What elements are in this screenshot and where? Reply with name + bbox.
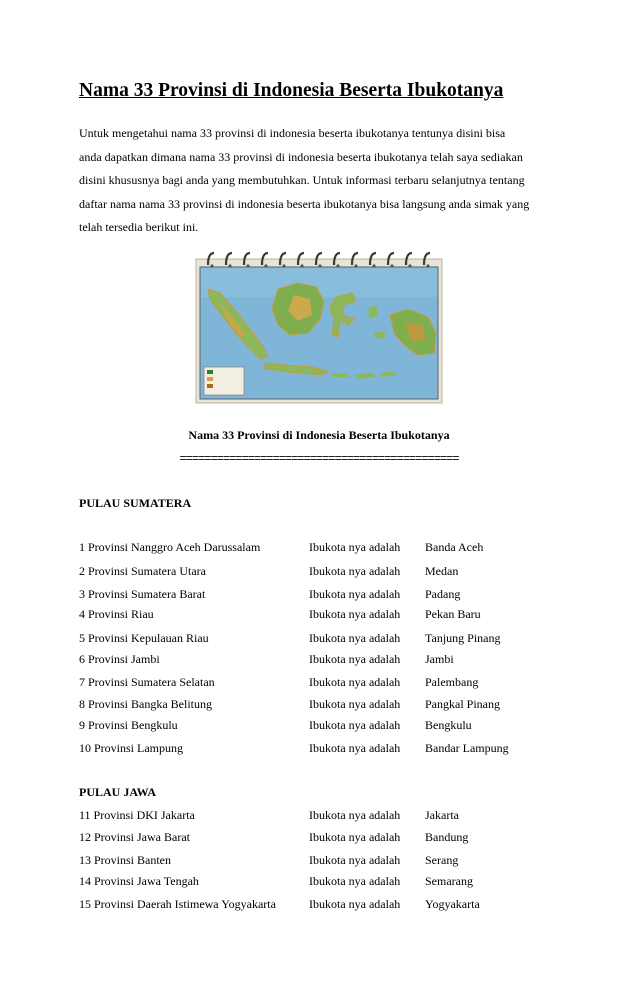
capital-name: Banda Aceh bbox=[425, 540, 484, 554]
table-row bbox=[79, 897, 579, 915]
table-row bbox=[79, 874, 579, 892]
province-name: 4 Provinsi Riau bbox=[79, 607, 154, 621]
island-heading-jawa: PULAU JAWA bbox=[79, 785, 157, 799]
province-name: 3 Provinsi Sumatera Barat bbox=[79, 587, 206, 601]
table-row bbox=[79, 631, 579, 649]
intro-line: telah tersedia berikut ini. bbox=[79, 220, 199, 235]
province-name: 8 Provinsi Bangka Belitung bbox=[79, 697, 212, 711]
island-heading-sumatera: PULAU SUMATERA bbox=[79, 496, 192, 510]
table-row bbox=[79, 587, 579, 605]
capital-name: Semarang bbox=[425, 874, 473, 888]
capital-name: Pangkal Pinang bbox=[425, 697, 500, 711]
connector-text: Ibukota nya adalah bbox=[309, 697, 401, 711]
capital-name: Tanjung Pinang bbox=[425, 631, 501, 645]
capital-name: Pekan Baru bbox=[425, 607, 481, 621]
capital-name: Medan bbox=[425, 564, 459, 578]
capital-name: Serang bbox=[425, 853, 459, 867]
table-row bbox=[79, 808, 579, 826]
connector-text: Ibukota nya adalah bbox=[309, 830, 401, 844]
table-row bbox=[79, 741, 579, 759]
province-name: 9 Provinsi Bengkulu bbox=[79, 718, 178, 732]
intro-line: daftar nama nama 33 provinsi di indonesia beserta ibukotanya bisa langsung anda simak yang bbox=[79, 196, 530, 211]
province-name: 12 Provinsi Jawa Barat bbox=[79, 830, 190, 844]
connector-text: Ibukota nya adalah bbox=[309, 675, 401, 689]
section-title: Nama 33 Provinsi di Indonesia Beserta Ibukotanya bbox=[188, 428, 450, 442]
connector-text: Ibukota nya adalah bbox=[309, 587, 401, 601]
intro-line: disini khususnya bagi anda yang membutuhkan. Untuk informasi terbaru selanjutnya tentang bbox=[79, 173, 525, 188]
capital-name: Jambi bbox=[425, 652, 454, 666]
province-name: 15 Provinsi Daerah Istimewa Yogyakarta bbox=[79, 897, 276, 911]
capital-name: Bengkulu bbox=[425, 718, 472, 732]
table-row bbox=[79, 540, 579, 558]
indonesia-map-image bbox=[190, 249, 446, 405]
connector-text: Ibukota nya adalah bbox=[309, 718, 401, 732]
connector-text: Ibukota nya adalah bbox=[309, 652, 401, 666]
province-name: 7 Provinsi Sumatera Selatan bbox=[79, 675, 215, 689]
province-name: 11 Provinsi DKI Jakarta bbox=[79, 808, 195, 822]
intro-line: anda dapatkan dimana nama 33 provinsi di indonesia beserta ibukotanya telah saya sediakan bbox=[79, 149, 523, 164]
connector-text: Ibukota nya adalah bbox=[309, 874, 401, 888]
connector-text: Ibukota nya adalah bbox=[309, 808, 401, 822]
page-title: Nama 33 Provinsi di Indonesia Beserta Ibukotanya bbox=[79, 80, 504, 101]
province-name: 14 Provinsi Jawa Tengah bbox=[79, 874, 199, 888]
divider: ============================================= bbox=[179, 452, 459, 466]
table-row bbox=[79, 697, 579, 715]
table-row bbox=[79, 652, 579, 670]
intro-paragraph bbox=[79, 122, 569, 240]
connector-text: Ibukota nya adalah bbox=[309, 741, 401, 755]
connector-text: Ibukota nya adalah bbox=[309, 607, 401, 621]
capital-name: Palembang bbox=[425, 675, 479, 689]
capital-name: Bandung bbox=[425, 830, 469, 844]
province-name: 6 Provinsi Jambi bbox=[79, 652, 160, 666]
table-row bbox=[79, 853, 579, 871]
table-row bbox=[79, 607, 579, 625]
table-row bbox=[79, 830, 579, 848]
connector-text: Ibukota nya adalah bbox=[309, 540, 401, 554]
province-name: 1 Provinsi Nanggro Aceh Darussalam bbox=[79, 540, 261, 554]
capital-name: Padang bbox=[425, 587, 461, 601]
connector-text: Ibukota nya adalah bbox=[309, 631, 401, 645]
connector-text: Ibukota nya adalah bbox=[309, 897, 401, 911]
province-name: 10 Provinsi Lampung bbox=[79, 741, 183, 755]
capital-name: Jakarta bbox=[425, 808, 459, 822]
table-row bbox=[79, 564, 579, 582]
intro-line: Untuk mengetahui nama 33 provinsi di indonesia beserta ibukotanya tentunya disini bisa bbox=[79, 126, 506, 140]
connector-text: Ibukota nya adalah bbox=[309, 853, 401, 867]
table-row bbox=[79, 675, 579, 693]
province-name: 13 Provinsi Banten bbox=[79, 853, 171, 867]
connector-text: Ibukota nya adalah bbox=[309, 564, 401, 578]
province-name: 5 Provinsi Kepulauan Riau bbox=[79, 631, 209, 645]
capital-name: Bandar Lampung bbox=[425, 741, 509, 755]
capital-name: Yogyakarta bbox=[425, 897, 480, 911]
province-name: 2 Provinsi Sumatera Utara bbox=[79, 564, 206, 578]
table-row bbox=[79, 718, 579, 736]
